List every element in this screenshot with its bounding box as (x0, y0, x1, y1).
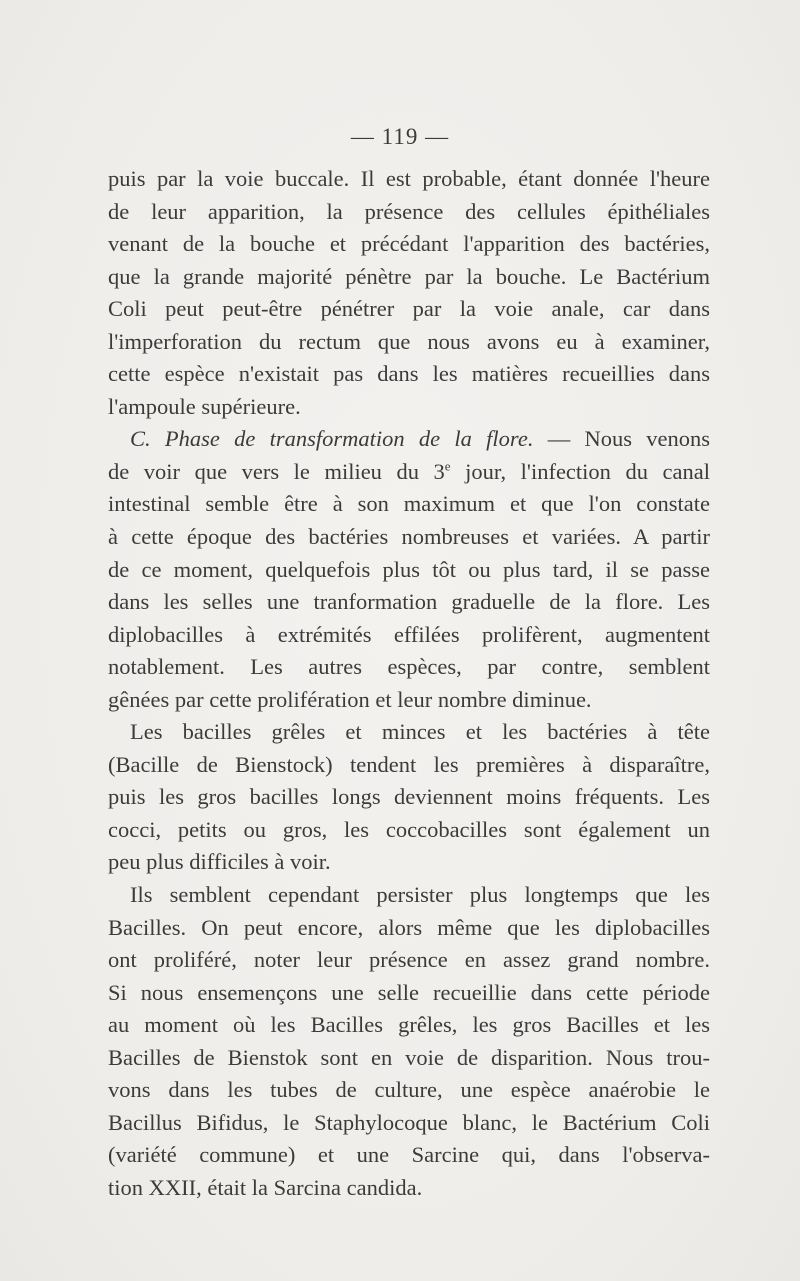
text-line: ont proliféré, noter leur présence en assez grand nombre. (108, 947, 710, 973)
section-heading: C. Phase de transformation de la flore. (130, 426, 534, 452)
text-line: notablement. Les autres espèces, par contre, semblent (108, 654, 710, 680)
text-line: vons dans les tubes de culture, une espèce anaérobie le (108, 1077, 710, 1103)
text-line: que la grande majorité pénètre par la bouche. Le Bactérium (108, 263, 710, 289)
text-line: Les bacilles grêles et minces et les bactéries à tête (130, 719, 710, 745)
ordinal-suffix: e (444, 458, 451, 474)
text-line: (Bacille de Bienstock) tendent les premières à disparaître, (108, 751, 710, 777)
body-text (108, 163, 710, 1205)
text-line: Bacilles de Bienstok sont en voie de disparition. Nous trou- (108, 1044, 710, 1070)
text-line: Bacillus Bifidus, le Staphylocoque blanc, le Bactérium Coli (108, 1109, 710, 1135)
text-line: de ce moment, quelquefois plus tôt ou plus tard, il se passe (108, 556, 710, 582)
text-line: Si nous ensemençons une selle recueillie dans cette période (108, 979, 710, 1005)
text-line: au moment où les Bacilles grêles, les gros Bacilles et les (108, 1012, 710, 1038)
text-line: intestinal semble être à son maximum et que l'on constate (108, 491, 710, 517)
text-line: Bacilles. On peut encore, alors même que les diplobacilles (108, 914, 710, 940)
text-line: Coli peut peut-être pénétrer par la voie anale, car dans (108, 296, 710, 322)
page-number: — 119 — (350, 124, 450, 149)
text-line: à cette époque des bactéries nombreuses et variées. A partir (108, 524, 710, 550)
text-fragment: jour, l'infection du canal (450, 458, 710, 484)
text-line (108, 456, 710, 489)
text-line: de leur apparition, la présence des cellules épithéliales (108, 198, 710, 224)
section-heading-line (108, 423, 710, 456)
text-fragment: de voir que vers le milieu du 3 (108, 458, 445, 484)
text-line: puis les gros bacilles longs deviennent moins fréquents. Les (108, 784, 710, 810)
text-line: venant de la bouche et précédant l'apparition des bactéries, (108, 231, 710, 257)
text-line: l'ampoule supérieure. (108, 393, 301, 419)
text-line: (variété commune) et une Sarcine qui, dans l'observa- (108, 1142, 710, 1168)
text-line: cette espèce n'existait pas dans les matières recueillies dans (108, 361, 710, 387)
section-heading-continuation: — Nous venons (533, 426, 710, 452)
text-line: tion XXII, était la Sarcina candida. (108, 1174, 423, 1200)
text-line: cocci, petits ou gros, les coccobacilles sont également un (108, 816, 710, 842)
text-line: peu plus difficiles à voir. (108, 849, 331, 875)
text-line: gênées par cette prolifération et leur nombre diminue. (108, 686, 592, 712)
text-line: Ils semblent cependant persister plus longtemps que les (130, 882, 710, 908)
text-line: diplobacilles à extrémités effilées prolifèrent, augmentent (108, 621, 710, 647)
text-line: puis par la voie buccale. Il est probable, étant donnée l'heure (108, 166, 710, 191)
text-line: l'imperforation du rectum que nous avons eu à examiner, (108, 328, 710, 354)
text-line: dans les selles une tranformation graduelle de la flore. Les (108, 589, 710, 615)
